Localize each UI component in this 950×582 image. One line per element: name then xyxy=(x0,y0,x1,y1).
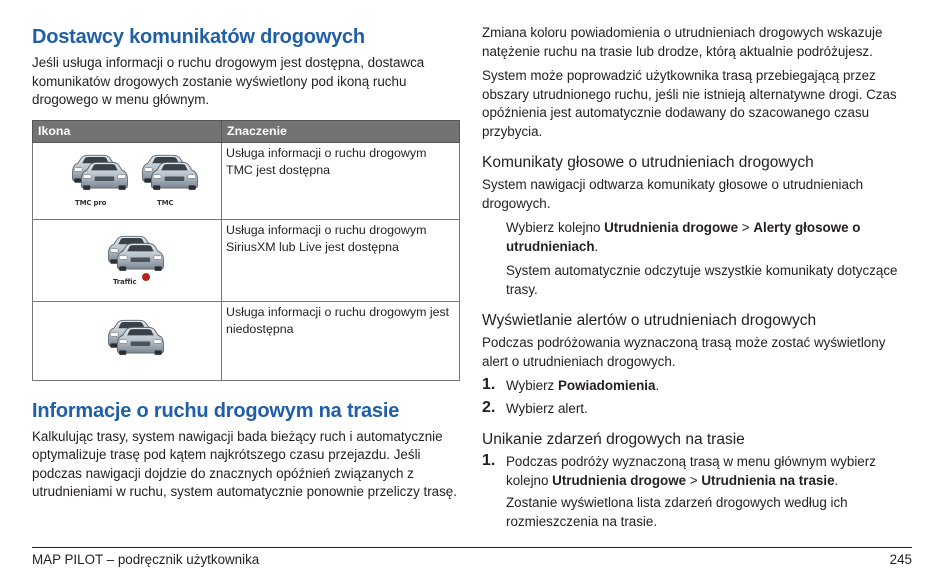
table-cell-meaning: Usługa informacji o ruchu drogowym TMC jest dostępna xyxy=(222,142,460,219)
step-number: 1. xyxy=(482,376,496,393)
traffic-icons-table xyxy=(32,120,460,381)
voice-alerts-heading: Komunikaty głosowe o utrudnieniach drogowych xyxy=(482,154,814,171)
tmc-icon-label: TMC xyxy=(157,198,174,207)
table-cell-meaning: Usługa informacji o ruchu drogowym SiriusXM lub Live jest dostępna xyxy=(222,219,460,301)
icon-cell xyxy=(33,142,222,219)
page-number: 245 xyxy=(889,552,912,567)
voice-alerts-intro: System nawigacji odtwarza komunikaty głosowe o utrudnieniach drogowych. xyxy=(482,177,864,211)
step-end: . xyxy=(594,238,599,254)
live-traffic-icon xyxy=(105,234,167,274)
footer-divider xyxy=(32,547,912,548)
no-traffic-service-icon xyxy=(105,318,167,358)
step-text: Podczas podróży wyznaczoną trasą w menu głównym wybierz kolejno xyxy=(506,454,876,488)
tmc-pro-traffic-icon xyxy=(69,153,131,193)
step-number: 1. xyxy=(482,452,496,469)
icon-cell xyxy=(33,301,222,380)
menu-path-traffic: Utrudnienia drogowe xyxy=(604,220,739,235)
voice-alerts-step xyxy=(482,219,902,256)
menu-path-notifications: Powiadomienia xyxy=(557,378,656,393)
alerts-step-1 xyxy=(482,377,902,396)
table-row xyxy=(33,142,460,219)
avoid-step-1 xyxy=(482,453,902,490)
table-header-meaning: Znaczenie xyxy=(222,120,460,142)
providers-intro: Jeśli usługa informacji o ruchu drogowym jest dostępna, dostawca komunikatów drogowych zostanie wyświetlony pod ikoną ruchu drogowego w menu głównym. xyxy=(32,55,425,107)
traffic-alerts-intro: Podczas podróżowania wyznaczoną trasą może zostać wyświetlony alert o utrudnieniach drogowych. xyxy=(482,335,886,369)
table-cell-meaning: Usługa informacji o ruchu drogowym jest niedostępna xyxy=(222,301,460,380)
providers-heading: Dostawcy komunikatów drogowych xyxy=(32,26,365,48)
voice-alerts-result: System automatycznie odczytuje wszystkie komunikaty dotyczące trasy. xyxy=(506,263,898,297)
right-column xyxy=(482,24,902,537)
traffic-icon-label: Traffic xyxy=(113,277,137,286)
step-end: . xyxy=(655,378,660,393)
table-row xyxy=(33,301,460,380)
left-column xyxy=(32,24,460,502)
color-change-paragraph: Zmiana koloru powiadomienia o utrudnieniach drogowych wskazuje natężenie ruchu na trasie lub drodze, którą aktualnie podróżujesz. xyxy=(482,25,883,59)
tmc-pro-icon-label: TMC pro xyxy=(75,198,107,207)
footer-manual-title: MAP PILOT – podręcznik użytkownika xyxy=(32,552,260,567)
traffic-alerts-heading: Wyświetlanie alertów o utrudnieniach drogowych xyxy=(482,312,817,329)
menu-separator: > xyxy=(686,472,702,488)
tmc-traffic-icon xyxy=(139,153,201,193)
step-text: Wybierz alert. xyxy=(506,400,588,416)
delay-paragraph: System może poprowadzić użytkownika trasą przebiegającą przez obszary utrudnionego ruchu, jeśli nie istnieją alternatywne drogi. Czas opóźnienia jest automatycznie dodawany do szacowanego czasu przybycia. xyxy=(482,68,897,139)
table-row xyxy=(33,219,460,301)
step-number: 2. xyxy=(482,398,496,416)
menu-path-traffic: Utrudnienia drogowe xyxy=(552,472,687,488)
avoid-incidents-heading: Unikanie zdarzeń drogowych na trasie xyxy=(482,431,745,448)
alerts-step-2 xyxy=(482,400,902,419)
step-text: Wybierz xyxy=(506,378,558,393)
avoid-result: Zostanie wyświetlona lista zdarzeń drogowych według ich rozmieszczenia na trasie. xyxy=(506,495,848,529)
live-badge-icon xyxy=(141,272,151,282)
menu-path-voice-alerts: Alerty głosowe o utrudnieniach xyxy=(506,220,861,254)
icon-cell xyxy=(33,219,222,301)
route-traffic-body: Kalkulując trasy, system nawigacji bada bieżący ruch i automatycznie optymalizuje trasę pod kątem najkrótszego czasu przejazdu. Jeśli podczas nawigacji dojdzie do znacznych opóźnień związanych z utrudnieniami w ruchu, system automatycznie ponownie przeliczy trasę. xyxy=(32,428,457,499)
menu-separator: > xyxy=(738,220,754,235)
menu-path-route-traffic: Utrudnienia na trasie xyxy=(701,472,835,488)
table-header-icon: Ikona xyxy=(33,120,222,142)
step-end: . xyxy=(834,472,839,488)
step-text: Wybierz kolejno xyxy=(506,220,605,235)
route-traffic-heading: Informacje o ruchu drogowym na trasie xyxy=(32,399,400,422)
